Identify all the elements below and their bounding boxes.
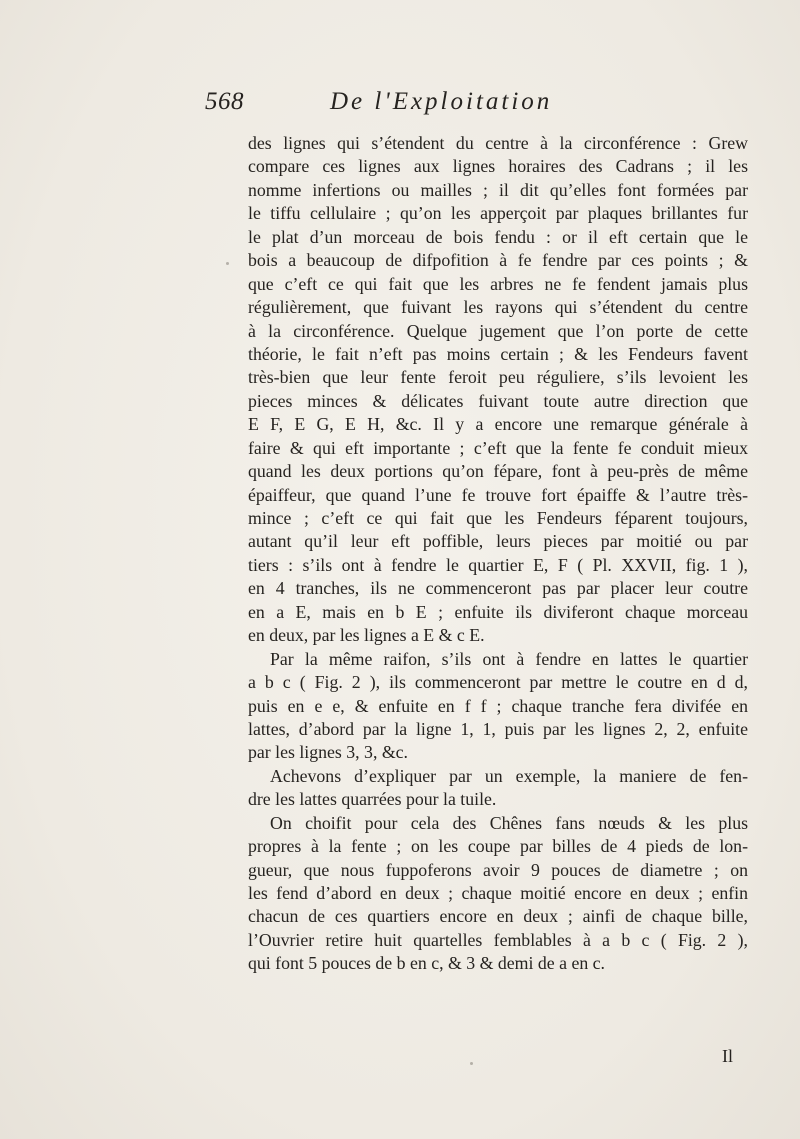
text-line: en 4 tranches, ils ne commenceront pas par placer leur coutre [248,578,748,599]
text-line: que c’eft ce qui fait que les arbres ne fe fendent jamais plus [248,273,748,294]
text-line: a b c ( Fig. 2 ), ils commenceront par mettre le coutre en d d, [248,672,748,693]
text-line: en a E, mais en b E ; enfuite ils diviferont chaque morceau [248,601,748,622]
text-line: gueur, que nous fuppoferons avoir 9 pouces de diametre ; on [248,859,748,880]
body-text [248,132,748,976]
text-line: puis en e e, & enfuite en f f ; chaque tranche fera divifée en [248,695,748,716]
text-line: des lignes qui s’étendent du centre à la circonférence : Grew [248,133,748,153]
text-line: Achevons d’expliquer par un exemple, la maniere de fen- [270,765,748,786]
text-line: l’Ouvrier retire huit quartelles femblables à a b c ( Fig. 2 ), [248,929,748,950]
text-line: faire & qui eft importante ; c’eft que la fente fe conduit mieux [248,437,748,458]
text-line: compare ces lignes aux lignes horaires des Cadrans ; il les [248,156,748,177]
text-line: pieces minces & délicates fuivant toute autre direction que [248,390,748,411]
text-line: bois a beaucoup de difpofition à fe fendre par ces points ; & [248,250,748,271]
text-line: par les lignes 3, 3, &c. [248,742,408,763]
text-line: Par la même raifon, s’ils ont à fendre en lattes le quartier [270,648,748,669]
text-line: à la circonférence. Quelque jugement que l’on porte de cette [248,320,748,341]
running-head [205,88,745,124]
text-line: le plat d’un morceau de bois fendu : or il eft certain que le [248,226,748,247]
page-number: 568 [205,88,244,115]
text-line: en deux, par les lignes a E & c E. [248,625,485,646]
text-line: tiers : s’ils ont à fendre le quartier E, F ( Pl. XXVII, fig. 1 ), [248,554,748,575]
text-line: lattes, d’abord par la ligne 1, 1, puis par les lignes 2, 2, enfuite [248,718,748,739]
text-line: qui font 5 pouces de b en c, & 3 & demi de a en c. [248,953,606,974]
text-line: quand les deux portions qu’on fépare, font à peu-près de même [248,461,748,482]
text-line: mince ; c’eft ce qui fait que les Fendeurs féparent toujours, [248,508,748,528]
text-line: chacun de ces quartiers encore en deux ; ainfi de chaque bille, [248,906,748,927]
paper-speck [226,262,229,265]
text-line: épaiffeur, que quand l’une fe trouve fort épaiffe & l’autre très- [248,484,748,505]
text-line: dre les lattes quarrées pour la tuile. [248,789,497,810]
text-line: très-bien que leur fente feroit peu réguliere, s’ils levoient les [248,367,748,388]
text-line: nomme infertions ou mailles ; il dit qu’elles font formées par [248,179,748,200]
text-line: régulièrement, que fuivant les rayons qui s’étendent du centre [248,297,748,318]
text-line: On choifit pour cela des Chênes fans nœuds & les plus [270,812,748,833]
text-line: propres à la fente ; on les coupe par billes de 4 pieds de lon- [248,836,748,857]
text-line: les fend d’abord en deux ; chaque moitié encore en deux ; enfin [248,883,748,903]
text-line: E F, E G, E H, &c. Il y a encore une remarque générale à [248,414,748,435]
catchword: Il [722,1046,733,1066]
text-line: autant qu’il leur eft poffible, leurs pieces par moitié ou par [248,531,748,552]
running-title: De l'Exploitation [330,88,553,115]
text-line: le tiffu cellulaire ; qu’on les apperçoit par plaques brillantes fur [248,203,748,224]
paper-speck [470,1062,473,1065]
text-line: théorie, le fait n’eft pas moins certain ; & les Fendeurs favent [248,343,748,364]
